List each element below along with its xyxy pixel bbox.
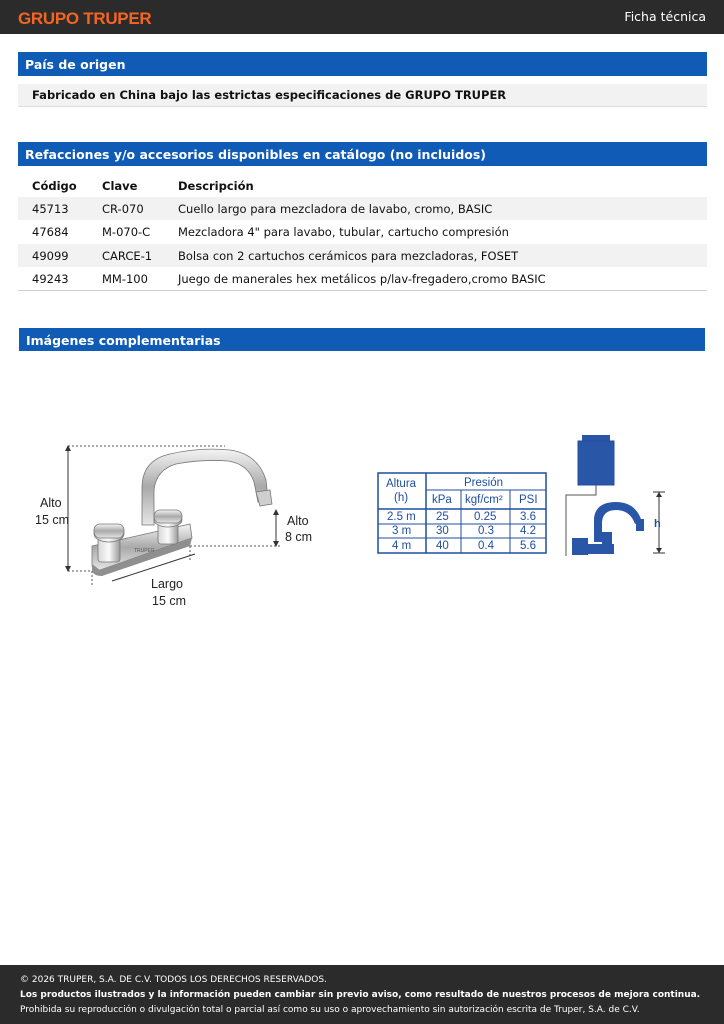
pressure-row-kpa: 25 xyxy=(436,511,449,523)
length-value: 15 cm xyxy=(152,594,187,608)
document-type: Ficha técnica xyxy=(624,9,706,24)
pressure-row-height: 3 m xyxy=(392,525,412,537)
pressure-table-image xyxy=(372,430,672,565)
faucet-dimension-image xyxy=(30,430,330,620)
table-row xyxy=(18,197,707,220)
row-code: 49243 xyxy=(32,271,69,286)
column-header-code: Código xyxy=(32,179,77,193)
pressure-row-psi: 3.6 xyxy=(520,511,536,523)
row-key: CR-070 xyxy=(102,202,144,217)
unit-kpa: kPa xyxy=(432,494,452,506)
height-column-header: Altura xyxy=(386,478,417,490)
footer-disclaimer: Prohibida su reproducción o divulgación total o parcial así como su uso o aprovechamiento sin autorización escrita de Truper, S.A. de C.V. xyxy=(20,1005,640,1015)
row-description: Bolsa con 2 cartuchos cerámicos para mezcladoras, FOSET xyxy=(178,248,519,263)
row-key: M-070-C xyxy=(102,225,151,240)
table-row xyxy=(18,220,707,243)
footer-copyright: © 2026 TRUPER, S.A. DE C.V. TODOS LOS DERECHOS RESERVADOS. xyxy=(20,975,327,985)
pressure-row-kgf: 0.4 xyxy=(478,540,494,552)
pressure-row-height: 2.5 m xyxy=(387,511,416,523)
table-row xyxy=(18,267,707,290)
row-code: 47684 xyxy=(32,225,69,240)
top-bar xyxy=(0,0,724,34)
pressure-row-kpa: 30 xyxy=(436,525,449,537)
spout-height-label: Alto xyxy=(287,514,309,528)
pressure-row-kgf: 0.3 xyxy=(478,525,494,537)
row-code: 49099 xyxy=(32,248,69,263)
pressure-row-psi: 5.6 xyxy=(520,540,536,552)
accessories-table xyxy=(18,174,707,291)
height-value: 15 cm xyxy=(35,513,70,527)
table-header-row xyxy=(18,174,707,197)
row-key: MM-100 xyxy=(102,271,148,286)
unit-kgf: kgf/cm² xyxy=(465,494,503,506)
row-description: Mezcladora 4" para lavabo, tubular, cartucho compresión xyxy=(178,225,509,240)
pressure-row-psi: 4.2 xyxy=(520,525,536,537)
pressure-row-kpa: 40 xyxy=(436,540,449,552)
height-label: Alto xyxy=(40,496,62,510)
faucet-icon xyxy=(572,502,644,555)
row-description: Juego de manerales hex metálicos p/lav-fregadero,cromo BASIC xyxy=(178,271,546,286)
water-tank-icon xyxy=(578,435,614,485)
accessories-section-header: Refacciones y/o accesorios disponibles en catálogo (no incluidos) xyxy=(18,142,707,166)
faucet-dimension-drawing xyxy=(30,430,330,620)
column-header-key: Clave xyxy=(102,179,138,193)
length-label: Largo xyxy=(151,577,183,591)
height-column-subheader: (h) xyxy=(394,492,409,504)
footer xyxy=(0,965,724,1024)
unit-psi: PSI xyxy=(519,494,538,506)
origin-section-header: País de origen xyxy=(18,52,707,76)
pressure-table-drawing xyxy=(372,430,672,565)
footer-notice: Los productos ilustrados y la información pueden cambiar sin previo aviso, como resultado de nuestros procesos de mejora continua. xyxy=(20,990,701,1000)
origin-text: Fabricado en China bajo las estrictas especificaciones de GRUPO TRUPER xyxy=(18,84,707,107)
height-mark: h xyxy=(654,518,661,530)
images-section-header: Imágenes complementarias xyxy=(19,328,705,351)
table-row xyxy=(18,244,707,267)
pressure-row-height: 4 m xyxy=(392,540,412,552)
row-code: 45713 xyxy=(32,202,69,217)
pressure-row-kgf: 0.25 xyxy=(474,511,497,523)
row-description: Cuello largo para mezcladora de lavabo, cromo, BASIC xyxy=(178,202,493,217)
row-key: CARCE-1 xyxy=(102,248,153,263)
column-header-description: Descripción xyxy=(178,179,254,193)
brand-logo: GRUPO TRUPER xyxy=(18,9,152,28)
faucet-brand-mark: TRUPER xyxy=(134,548,155,554)
spout-height-value: 8 cm xyxy=(285,530,313,544)
pressure-column-header: Presión xyxy=(464,477,503,489)
